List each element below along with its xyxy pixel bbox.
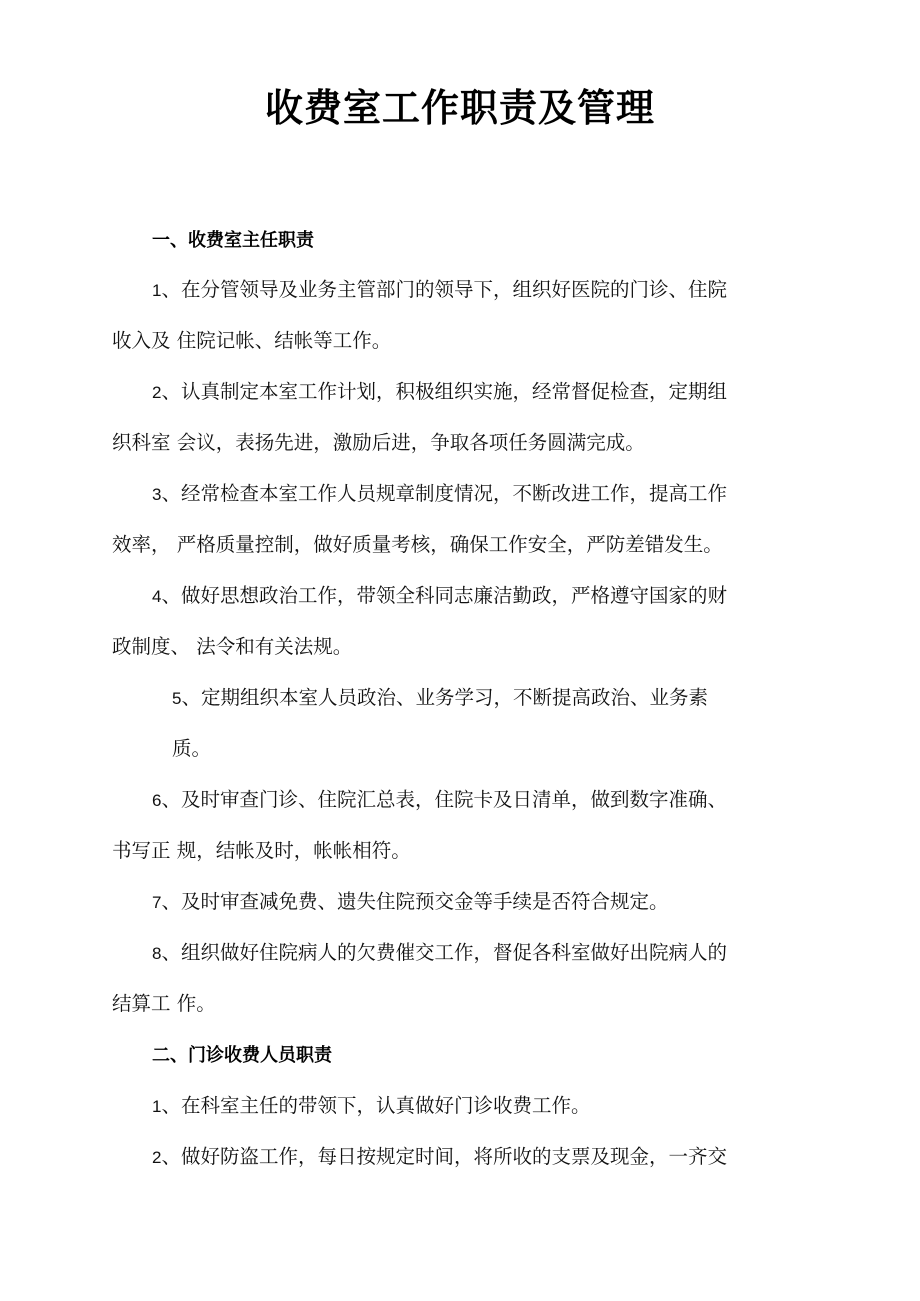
paragraph-line: 结算工 作。 [112, 992, 216, 1015]
section-heading: 二、门诊收费人员职责 [152, 1045, 332, 1066]
paragraph-line: 质。 [172, 737, 212, 760]
paragraph-line [112, 887, 810, 918]
item-number: 8 [152, 944, 162, 963]
item-number: 2 [152, 1148, 162, 1167]
paragraph-line [112, 785, 810, 816]
item-number: 1 [152, 281, 162, 300]
paragraph-line [112, 377, 810, 408]
document-title: 收费室工作职责及管理 [264, 86, 655, 130]
paragraph-line: 效率， 严格质量控制，做好质量考核，确保工作安全，严防差错发生。 [112, 533, 723, 556]
item-text: 、在科室主任的带领下，认真做好门诊收费工作。 [161, 1094, 591, 1117]
paragraph-line: 政制度、 法令和有关法规。 [112, 635, 353, 658]
item-text: 、在分管领导及业务主管部门的领导下，组织好医院的门诊、住院 [161, 278, 727, 301]
paragraph-line [112, 1142, 810, 1173]
item-text: 、及时审查门诊、住院汇总表，住院卡及日清单，做到数字准确、 [161, 788, 727, 811]
item-number: 5 [172, 689, 182, 708]
item-number: 6 [152, 791, 162, 810]
paragraph-line: 织科室 会议，表扬先进，激励后进，争取各项任务圆满完成。 [112, 431, 645, 454]
item-number: 1 [152, 1097, 162, 1116]
paragraph-line [112, 479, 810, 510]
item-text: 、做好思想政治工作，带领全科同志廉洁勤政，严格遵守国家的财 [161, 584, 727, 607]
item-text: 、做好防盗工作，每日按规定时间，将所收的支票及现金，一齐交 [161, 1145, 727, 1168]
paragraph-line [112, 938, 810, 969]
item-number: 2 [152, 383, 162, 402]
item-text: 、经常检查本室工作人员规章制度情况，不断改进工作，提高工作 [161, 482, 727, 505]
item-text: 、定期组织本室人员政治、业务学习，不断提高政治、业务素 [181, 686, 708, 709]
paragraph-line: 收入及 住院记帐、结帐等工作。 [112, 329, 392, 352]
item-text: 、认真制定本室工作计划，积极组织实施，经常督促检查，定期组 [161, 380, 727, 403]
section-heading: 一、收费室主任职责 [152, 230, 314, 251]
paragraph-line [112, 1091, 810, 1122]
item-number: 3 [152, 485, 162, 504]
item-text: 、及时审查减免费、遗失住院预交金等手续是否符合规定。 [161, 890, 669, 913]
paragraph-line [112, 581, 810, 612]
item-number: 7 [152, 893, 162, 912]
item-text: 、组织做好住院病人的欠费催交工作，督促各科室做好出院病人的 [161, 941, 727, 964]
paragraph-line [112, 275, 810, 306]
paragraph-line: 书写正 规，结帐及时，帐帐相符。 [112, 839, 411, 862]
paragraph-line [112, 683, 810, 714]
item-number: 4 [152, 587, 162, 606]
